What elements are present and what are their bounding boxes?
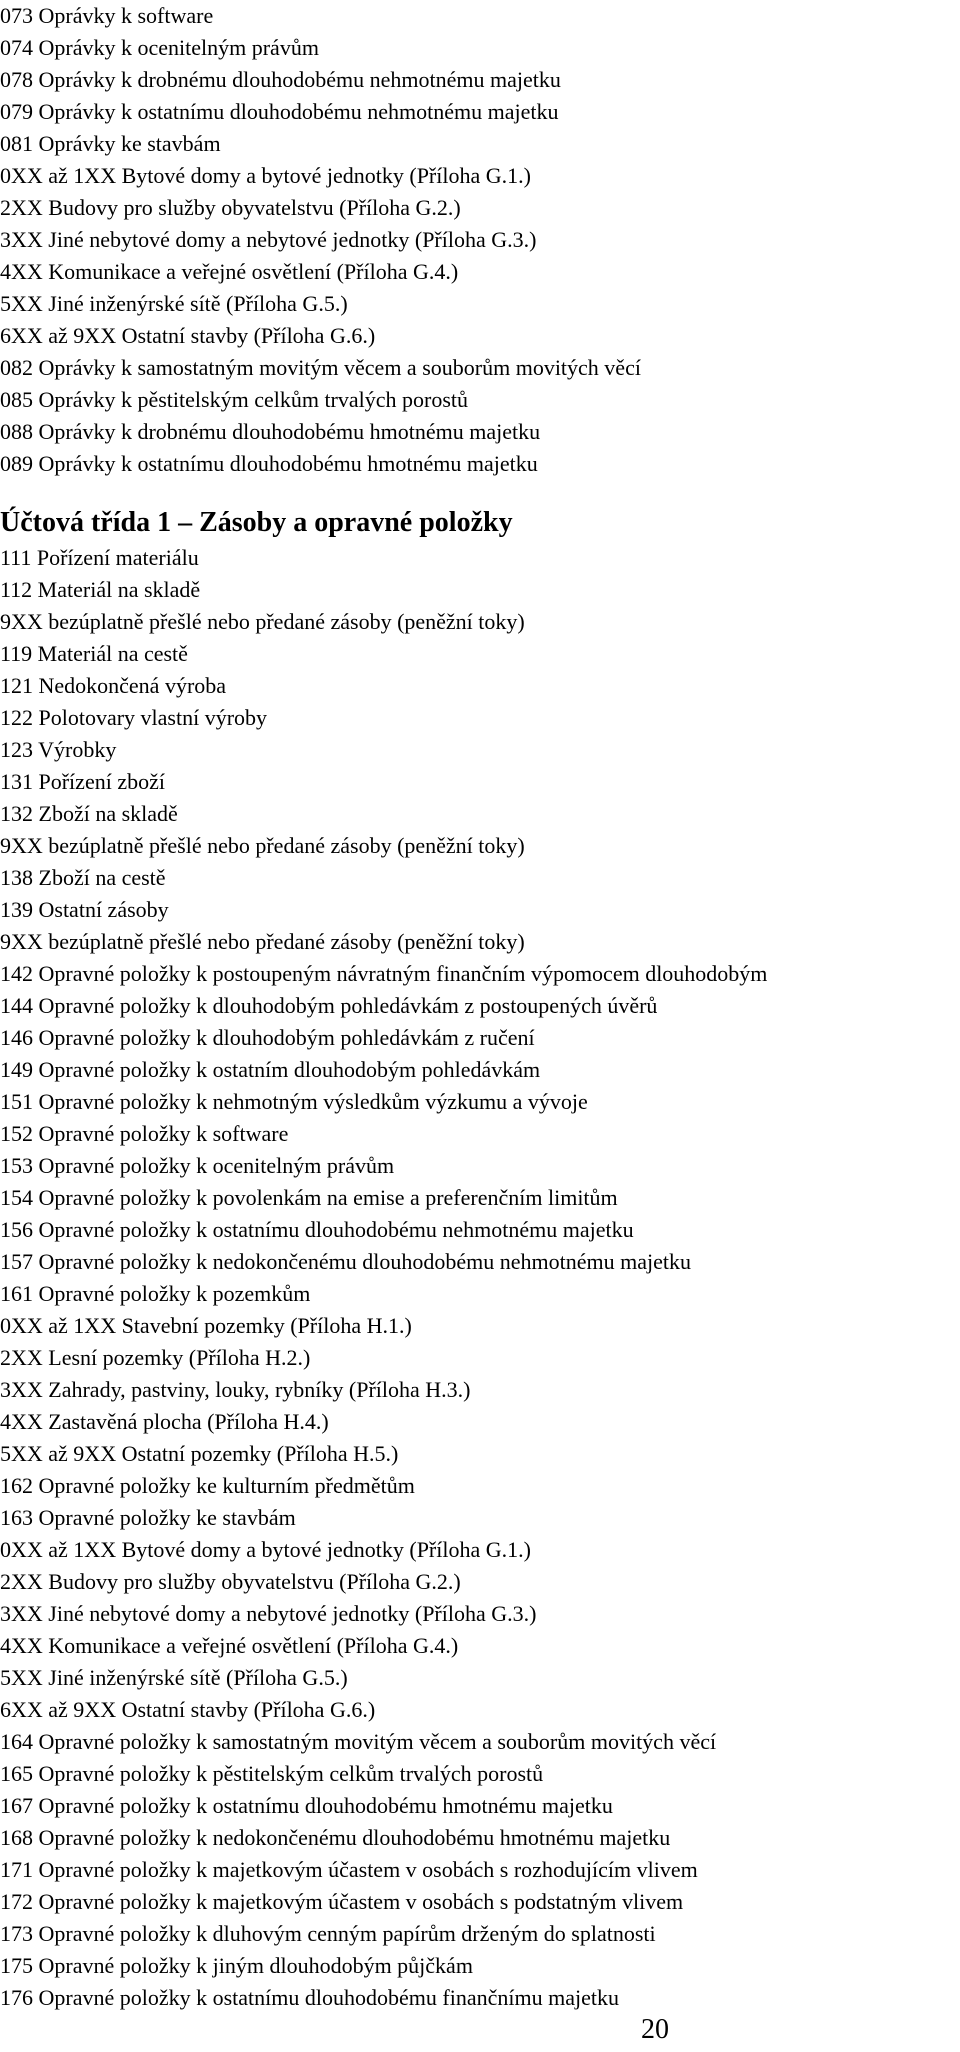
account-line: 171 Opravné položky k majetkovým účastem v osobách s rozhodujícím vlivem [0,1857,698,1882]
account-line: 142 Opravné položky k postoupeným návratným finančním výpomocem dlouhodobým [0,961,768,986]
account-line: 168 Opravné položky k nedokončenému dlouhodobému hmotnému majetku [0,1825,671,1850]
account-line: 9XX bezúplatně přešlé nebo předané zásoby (peněžní toky) [0,929,525,954]
account-line: 6XX až 9XX Ostatní stavby (Příloha G.6.) [0,1697,376,1722]
account-line: 132 Zboží na skladě [0,801,178,826]
account-line: 4XX Komunikace a veřejné osvětlení (Příloha G.4.) [0,1633,459,1658]
page-number: 20 [641,2014,669,2045]
account-line: 172 Opravné položky k majetkovým účastem v osobách s podstatným vlivem [0,1889,684,1914]
account-line: 6XX až 9XX Ostatní stavby (Příloha G.6.) [0,323,376,348]
account-line: 144 Opravné položky k dlouhodobým pohledávkám z postoupených úvěrů [0,993,658,1018]
account-line: 153 Opravné položky k ocenitelným právům [0,1153,395,1178]
account-line: 152 Opravné položky k software [0,1121,289,1146]
account-line: 165 Opravné položky k pěstitelským celkům trvalých porostů [0,1761,544,1786]
account-line: 5XX Jiné inženýrské sítě (Příloha G.5.) [0,291,348,316]
account-line: 121 Nedokončená výroba [0,673,227,698]
account-line: 089 Oprávky k ostatnímu dlouhodobému hmotnému majetku [0,451,538,476]
account-line: 151 Opravné položky k nehmotným výsledkům výzkumu a vývoje [0,1089,588,1114]
account-line: 073 Oprávky k software [0,3,214,28]
account-line: 5XX Jiné inženýrské sítě (Příloha G.5.) [0,1665,348,1690]
account-line: 123 Výrobky [0,737,117,762]
account-line: 122 Polotovary vlastní výroby [0,705,268,730]
account-line: 146 Opravné položky k dlouhodobým pohledávkám z ručení [0,1025,535,1050]
account-line: 4XX Komunikace a veřejné osvětlení (Příloha G.4.) [0,259,459,284]
account-line: 3XX Jiné nebytové domy a nebytové jednotky (Příloha G.3.) [0,227,537,252]
account-list-main [0,542,767,2014]
account-line: 0XX až 1XX Bytové domy a bytové jednotky (Příloha G.1.) [0,163,531,188]
account-line: 175 Opravné položky k jiným dlouhodobým půjčkám [0,1953,473,1978]
account-line: 162 Opravné položky ke kulturním předmětům [0,1473,415,1498]
account-line: 163 Opravné položky ke stavbám [0,1505,296,1530]
account-line: 079 Oprávky k ostatnímu dlouhodobému nehmotnému majetku [0,99,559,124]
account-line: 157 Opravné položky k nedokončenému dlouhodobému nehmotnému majetku [0,1249,692,1274]
account-line: 156 Opravné položky k ostatnímu dlouhodobému nehmotnému majetku [0,1217,634,1242]
account-line: 164 Opravné položky k samostatným movitým věcem a souborům movitých věcí [0,1729,717,1754]
account-line: 5XX až 9XX Ostatní pozemky (Příloha H.5.) [0,1441,399,1466]
account-line: 074 Oprávky k ocenitelným právům [0,35,319,60]
account-line: 112 Materiál na skladě [0,577,201,602]
account-line: 0XX až 1XX Bytové domy a bytové jednotky (Příloha G.1.) [0,1537,531,1562]
account-line: 131 Pořízení zboží [0,769,165,794]
account-line: 2XX Budovy pro služby obyvatelstvu (Příloha G.2.) [0,195,461,220]
account-line: 081 Oprávky ke stavbám [0,131,221,156]
account-line: 9XX bezúplatně přešlé nebo předané zásoby (peněžní toky) [0,609,525,634]
account-line: 2XX Lesní pozemky (Příloha H.2.) [0,1345,311,1370]
account-line: 088 Oprávky k drobnému dlouhodobému hmotnému majetku [0,419,541,444]
account-line: 0XX až 1XX Stavební pozemky (Příloha H.1.) [0,1313,412,1338]
account-line: 138 Zboží na cestě [0,865,166,890]
account-line: 2XX Budovy pro služby obyvatelstvu (Příloha G.2.) [0,1569,461,1594]
account-line: 082 Oprávky k samostatným movitým věcem a souborům movitých věcí [0,355,641,380]
account-line: 176 Opravné položky k ostatnímu dlouhodobému finančnímu majetku [0,1985,619,2010]
account-line: 139 Ostatní zásoby [0,897,169,922]
section-heading: Účtová třída 1 – Zásoby a opravné položky [0,507,513,538]
account-line: 9XX bezúplatně přešlé nebo předané zásoby (peněžní toky) [0,833,525,858]
account-line: 111 Pořízení materiálu [0,545,199,570]
account-line: 149 Opravné položky k ostatním dlouhodobým pohledávkám [0,1057,541,1082]
account-line: 3XX Jiné nebytové domy a nebytové jednotky (Příloha G.3.) [0,1601,537,1626]
account-line: 085 Oprávky k pěstitelským celkům trvalých porostů [0,387,469,412]
account-line: 167 Opravné položky k ostatnímu dlouhodobému hmotnému majetku [0,1793,613,1818]
account-line: 173 Opravné položky k dluhovým cenným papírům drženým do splatnosti [0,1921,656,1946]
account-line: 119 Materiál na cestě [0,641,188,666]
account-line: 154 Opravné položky k povolenkám na emise a preferenčním limitům [0,1185,618,1210]
account-line: 3XX Zahrady, pastviny, louky, rybníky (Příloha H.3.) [0,1377,471,1402]
account-line: 4XX Zastavěná plocha (Příloha H.4.) [0,1409,329,1434]
account-line: 078 Oprávky k drobnému dlouhodobému nehmotnému majetku [0,67,561,92]
account-list-top [0,0,641,480]
account-line: 161 Opravné položky k pozemkům [0,1281,311,1306]
